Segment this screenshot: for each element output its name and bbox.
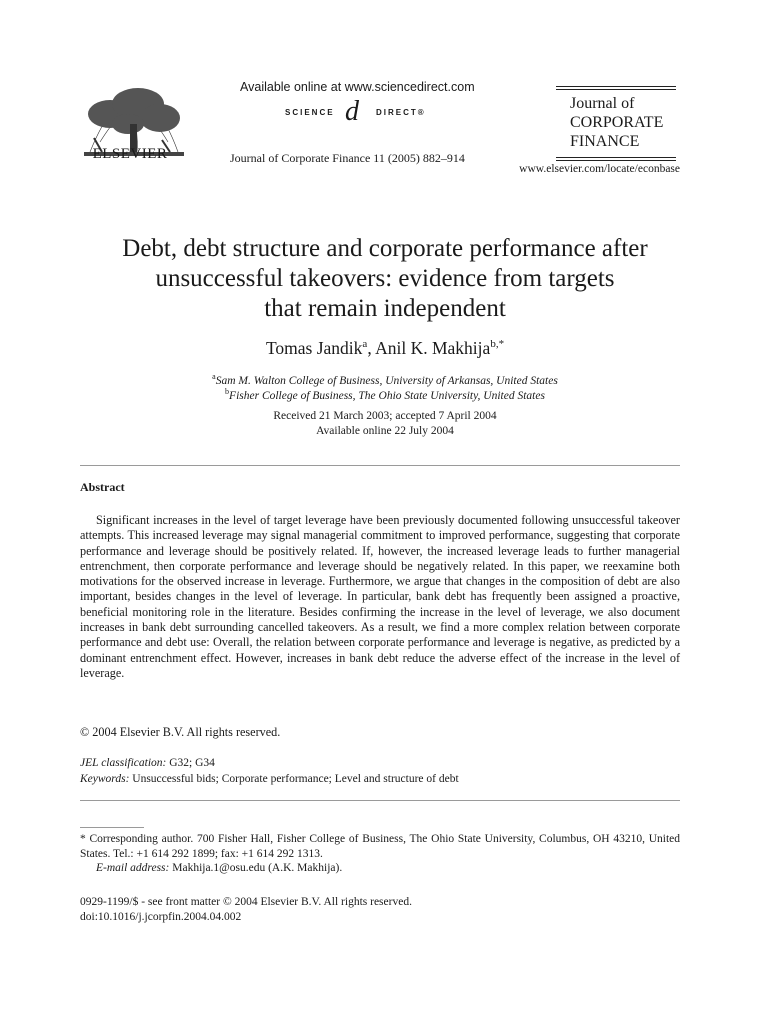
keywords-label: Keywords: [80,773,130,785]
journal-title-line: FINANCE [570,133,640,150]
title-line: that remain independent [264,295,506,322]
journal-citation: Journal of Corporate Finance 11 (2005) 882–914 [230,151,465,165]
author-affiliation-marker: b,* [490,338,505,351]
title-line: unsuccessful takeovers: evidence from targets [155,265,615,292]
sciencedirect-logo-mark: d [345,96,359,127]
corresponding-author-footnote: * Corresponding author. 700 Fisher Hall, Fisher College of Business, The Ohio State University, Columbus, OH 43210, United States. Tel.: +1 614 292 1899; fax: +1 614 292 1313. [80,833,680,860]
affiliation-marker: a [212,372,216,381]
email-value[interactable]: Makhija.1@osu.edu (A.K. Makhija). [169,862,343,874]
article-title [60,234,710,324]
available-online-notice: Available online at www.sciencedirect.com [240,80,475,94]
affiliation-marker: b [225,387,230,396]
received-dates: Received 21 March 2003; accepted 7 April 2004 [273,410,497,422]
sciencedirect-logo-right: DIRECT® [376,108,426,117]
keywords [80,773,459,785]
author-affiliation-marker: a [362,338,368,351]
jel-value: G32; G34 [166,757,215,769]
affiliation-b [0,387,770,402]
jel-label: JEL classification: [80,757,167,769]
affiliation-a [0,372,770,387]
footnote-rule [80,827,144,828]
affiliation-text: Sam M. Walton College of Business, University of Arkansas, United States [215,374,558,387]
journal-title [570,94,663,151]
abstract-copyright: © 2004 Elsevier B.V. All rights reserved. [80,725,281,739]
journal-title-line: CORPORATE [570,114,664,131]
author-name: Anil K. Makhija [375,338,491,358]
abstract-text: Significant increases in the level of target leverage have been previously documented following unsuccessful takeover attempts. This increased leverage may signal managerial commitment to improved performance, suggesting that corporate performance and leverage should be positively related. If, however, the increased leverage leads to further managerial entrenchment, then corporate performance and leverage should be negatively related. In this paper, we reexamine both motivations for the observed increase in leverage. Furthermore, we argue that changes in the composition of debt are also important, besides changes in the level of leverage. In particular, bank debt has frequently been assigned a proactive, beneficial monitoring role in the literature. Besides confirming the increase in the level of leverage, we also document increases in bank debt surrounding cancelled takeovers. As a result, we find a more complex relation between corporate performance and debt use: Overall, the relation between corporate performance and leverage is negative, as predicted by a dominant entrenchment effect. However, increases in bank debt reduce the adverse effect of the increase in the level of leverage. [80,513,680,680]
divider [80,465,680,466]
journal-title-line: Journal of [570,95,635,112]
author-list [0,338,770,359]
doi-line[interactable]: doi:10.1016/j.jcorpfin.2004.04.002 [80,911,242,923]
keywords-value: Unsuccessful bids; Corporate performance; Level and structure of debt [129,773,459,785]
title-line: Debt, debt structure and corporate performance after [122,235,648,262]
issn-line: 0929-1199/$ - see front matter © 2004 Elsevier B.V. All rights reserved. [80,896,412,908]
jel-classification [80,757,215,769]
divider [80,800,680,801]
email-label: E-mail address: [96,862,170,874]
email-address [96,862,342,874]
publisher-name: ELSEVIER [92,146,168,162]
sciencedirect-logo-left: SCIENCE [285,108,335,117]
author-separator: , [367,338,376,358]
abstract-heading: Abstract [80,480,125,494]
author-name: Tomas Jandik [265,338,363,358]
online-date: Available online 22 July 2004 [316,425,454,437]
journal-url[interactable]: www.elsevier.com/locate/econbase [519,163,680,175]
affiliation-text: Fisher College of Business, The Ohio State University, United States [229,389,545,402]
